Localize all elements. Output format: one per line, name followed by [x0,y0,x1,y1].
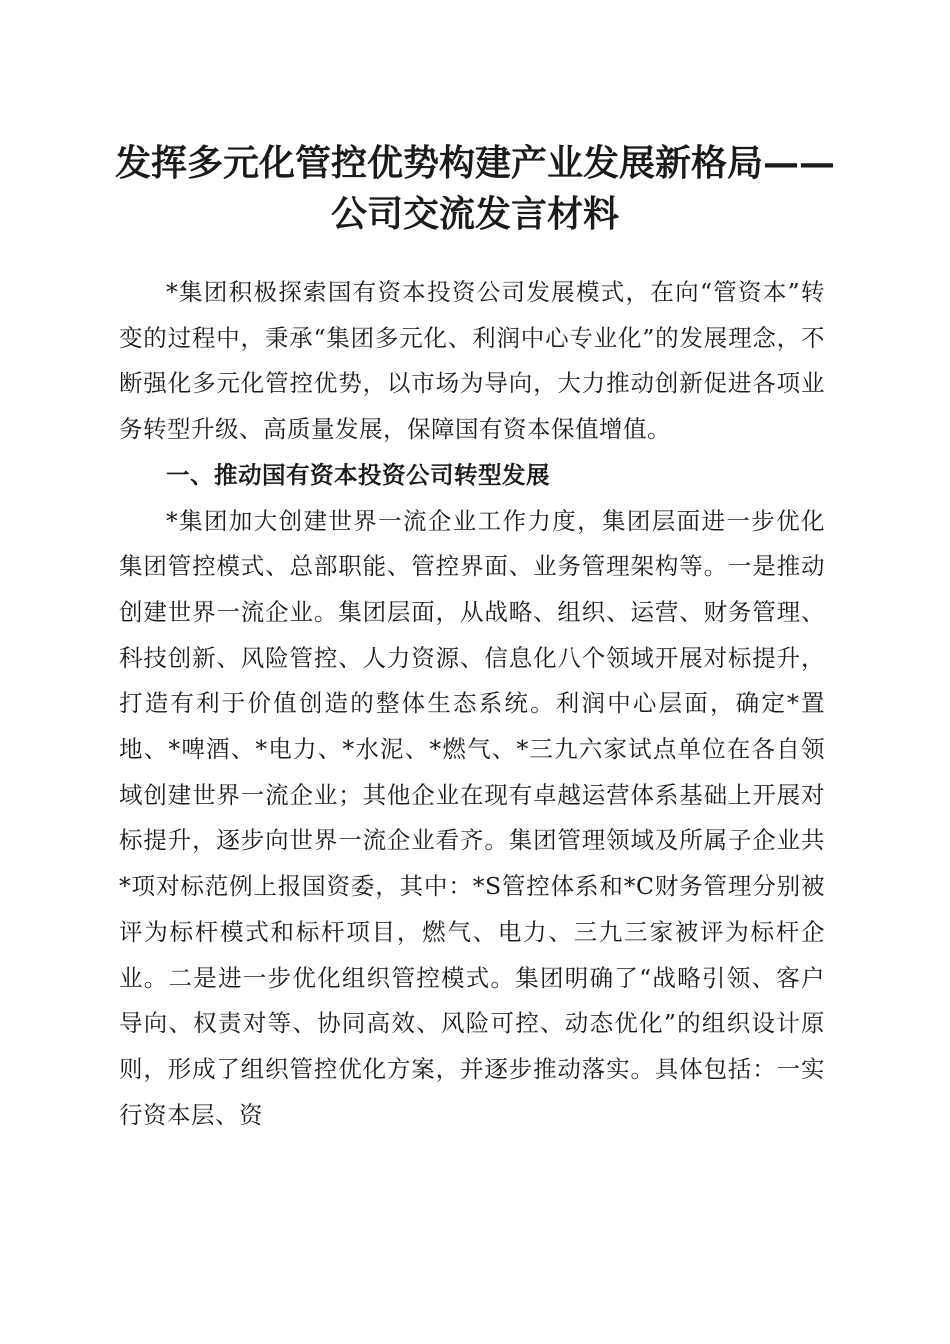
section-paragraph: *集团加大创建世界一流企业工作力度，集团层面进一步优化集团管控模式、总部职能、管控界面、业务管理架构等。一是推动创建世界一流企业。集团层面，从战略、组织、运营、财务管理、科技创新、风险管控、人力资源、信息化八个领域开展对标提升，打造有利于价值创造的整体生态系统。利润中心层面，确定*置地、*啤酒、*电力、*水泥、*燃气、*三九六家试点单位在各自领域创建世界一流企业；其他企业在现有卓越运营体系基础上开展对标提升，逐步向世界一流企业看齐。集团管理领域及所属子企业共*项对标范例上报国资委，其中：*S管控体系和*C财务管理分别被评为标杆模式和标杆项目，燃气、电力、三九三家被评为标杆企业。二是进一步优化组织管控模式。集团明确了“战略引领、客户导向、权责对等、协同高效、风险可控、动态优化”的组织设计原则，形成了组织管控优化方案，并逐步推动落实。具体包括：一实行资本层、资 [119,506,825,1129]
section-heading: 一、推动国有资本投资公司转型发展 [166,460,550,489]
document-title-line-2: 公司交流发言材料 [330,193,619,235]
document-title-line-1: 发挥多元化管控优势构建产业发展新格局—— [114,142,835,184]
document-body [119,270,825,1138]
intro-paragraph: *集团积极探索国有资本投资公司发展模式，在向“管资本”转变的过程中，秉承“集团多元化、利润中心专业化”的发展理念，不断强化多元化管控优势，以市场为导向，大力推动创新促进各项业务转型升级、高质量发展，保障国有资本保值增值。 [119,278,825,444]
